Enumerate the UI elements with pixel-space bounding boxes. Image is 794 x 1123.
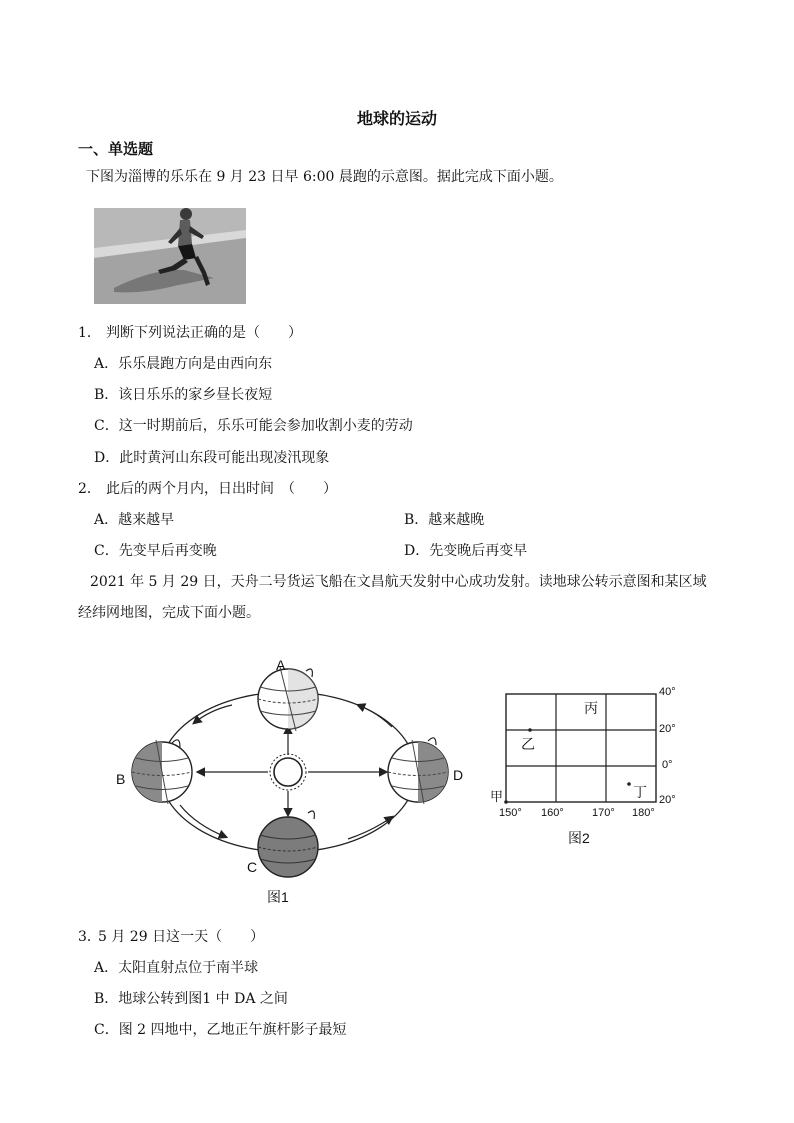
question-2-option-b: B．越来越晚	[404, 512, 485, 528]
figure-1-label-a: A	[276, 657, 286, 673]
lon-label-150: 150°	[499, 807, 522, 819]
question-2-stem: 此后的两个月内，日出时间 （ ）	[106, 481, 337, 497]
page-title: 地球的运动	[356, 109, 437, 128]
lat-label-20s: 20°	[659, 794, 676, 806]
question-1-stem: 判断下列说法正确的是（ ）	[106, 325, 302, 341]
question-1-option-d: D．此时黄河山东段可能出现凌汛现象	[94, 450, 330, 466]
figure-1-caption: 图1	[267, 889, 289, 905]
place-yi: 乙	[521, 736, 535, 752]
lon-label-160: 160°	[541, 807, 564, 819]
question-3-number: 3．	[78, 929, 101, 945]
figure-2-caption: 图2	[568, 830, 590, 846]
runner-image	[94, 208, 246, 304]
question-1-option-c: C．这一时期前后，乐乐可能会参加收割小麦的劳动	[94, 418, 413, 434]
intro-paragraph-2-line-1: 2021 年 5 月 29 日，天舟二号货运飞船在文昌航天发射中心成功发射。读地球公转示意图和某区域	[90, 574, 707, 590]
sun-icon	[270, 754, 306, 790]
question-3-option-c: C．图 2 四地中，乙地正午旗杆影子最短	[94, 1022, 347, 1038]
lat-label-0: 0°	[662, 759, 673, 771]
question-3-option-a: A．太阳直射点位于南半球	[94, 960, 259, 976]
question-1-option-a: A．乐乐晨跑方向是由西向东	[94, 356, 273, 372]
lat-label-20n: 20°	[659, 723, 676, 735]
figure-1-label-c: C	[247, 859, 258, 875]
globe-c	[258, 811, 318, 877]
place-ding: 丁	[633, 784, 647, 800]
place-bing: 丙	[584, 700, 598, 716]
figure-1-revolution-diagram	[110, 655, 470, 905]
figure-1-label-d: D	[453, 767, 464, 783]
globe-d	[388, 738, 448, 804]
globe-a	[258, 667, 318, 731]
question-2-option-d: D．先变晚后再变早	[404, 543, 528, 559]
figure-1-label-b: B	[116, 771, 126, 787]
section-heading: 一、单选题	[78, 140, 154, 158]
question-2-number: 2．	[78, 481, 101, 497]
lon-label-180: 180°	[632, 807, 655, 819]
intro-paragraph-1: 下图为淄博的乐乐在 9 月 23 日早 6:00 晨跑的示意图。据此完成下面小题。	[86, 169, 563, 185]
question-1-option-b: B．该日乐乐的家乡昼长夜短	[94, 387, 273, 403]
question-2-option-a: A．越来越早	[94, 512, 175, 528]
question-2-option-c: C．先变早后再变晚	[94, 543, 217, 559]
figure-2-graticule-map	[486, 686, 686, 846]
globe-b	[132, 740, 192, 804]
question-3-option-b: B．地球公转到图1 中 DA 之间	[94, 991, 288, 1007]
place-jia: 甲	[490, 789, 504, 804]
lat-label-40: 40°	[659, 686, 676, 698]
lon-label-170: 170°	[592, 807, 615, 819]
question-1-number: 1．	[78, 325, 101, 341]
intro-paragraph-2-line-2: 经纬网地图，完成下面小题。	[78, 605, 260, 621]
question-3-stem: 5 月 29 日这一天（ ）	[98, 929, 265, 945]
